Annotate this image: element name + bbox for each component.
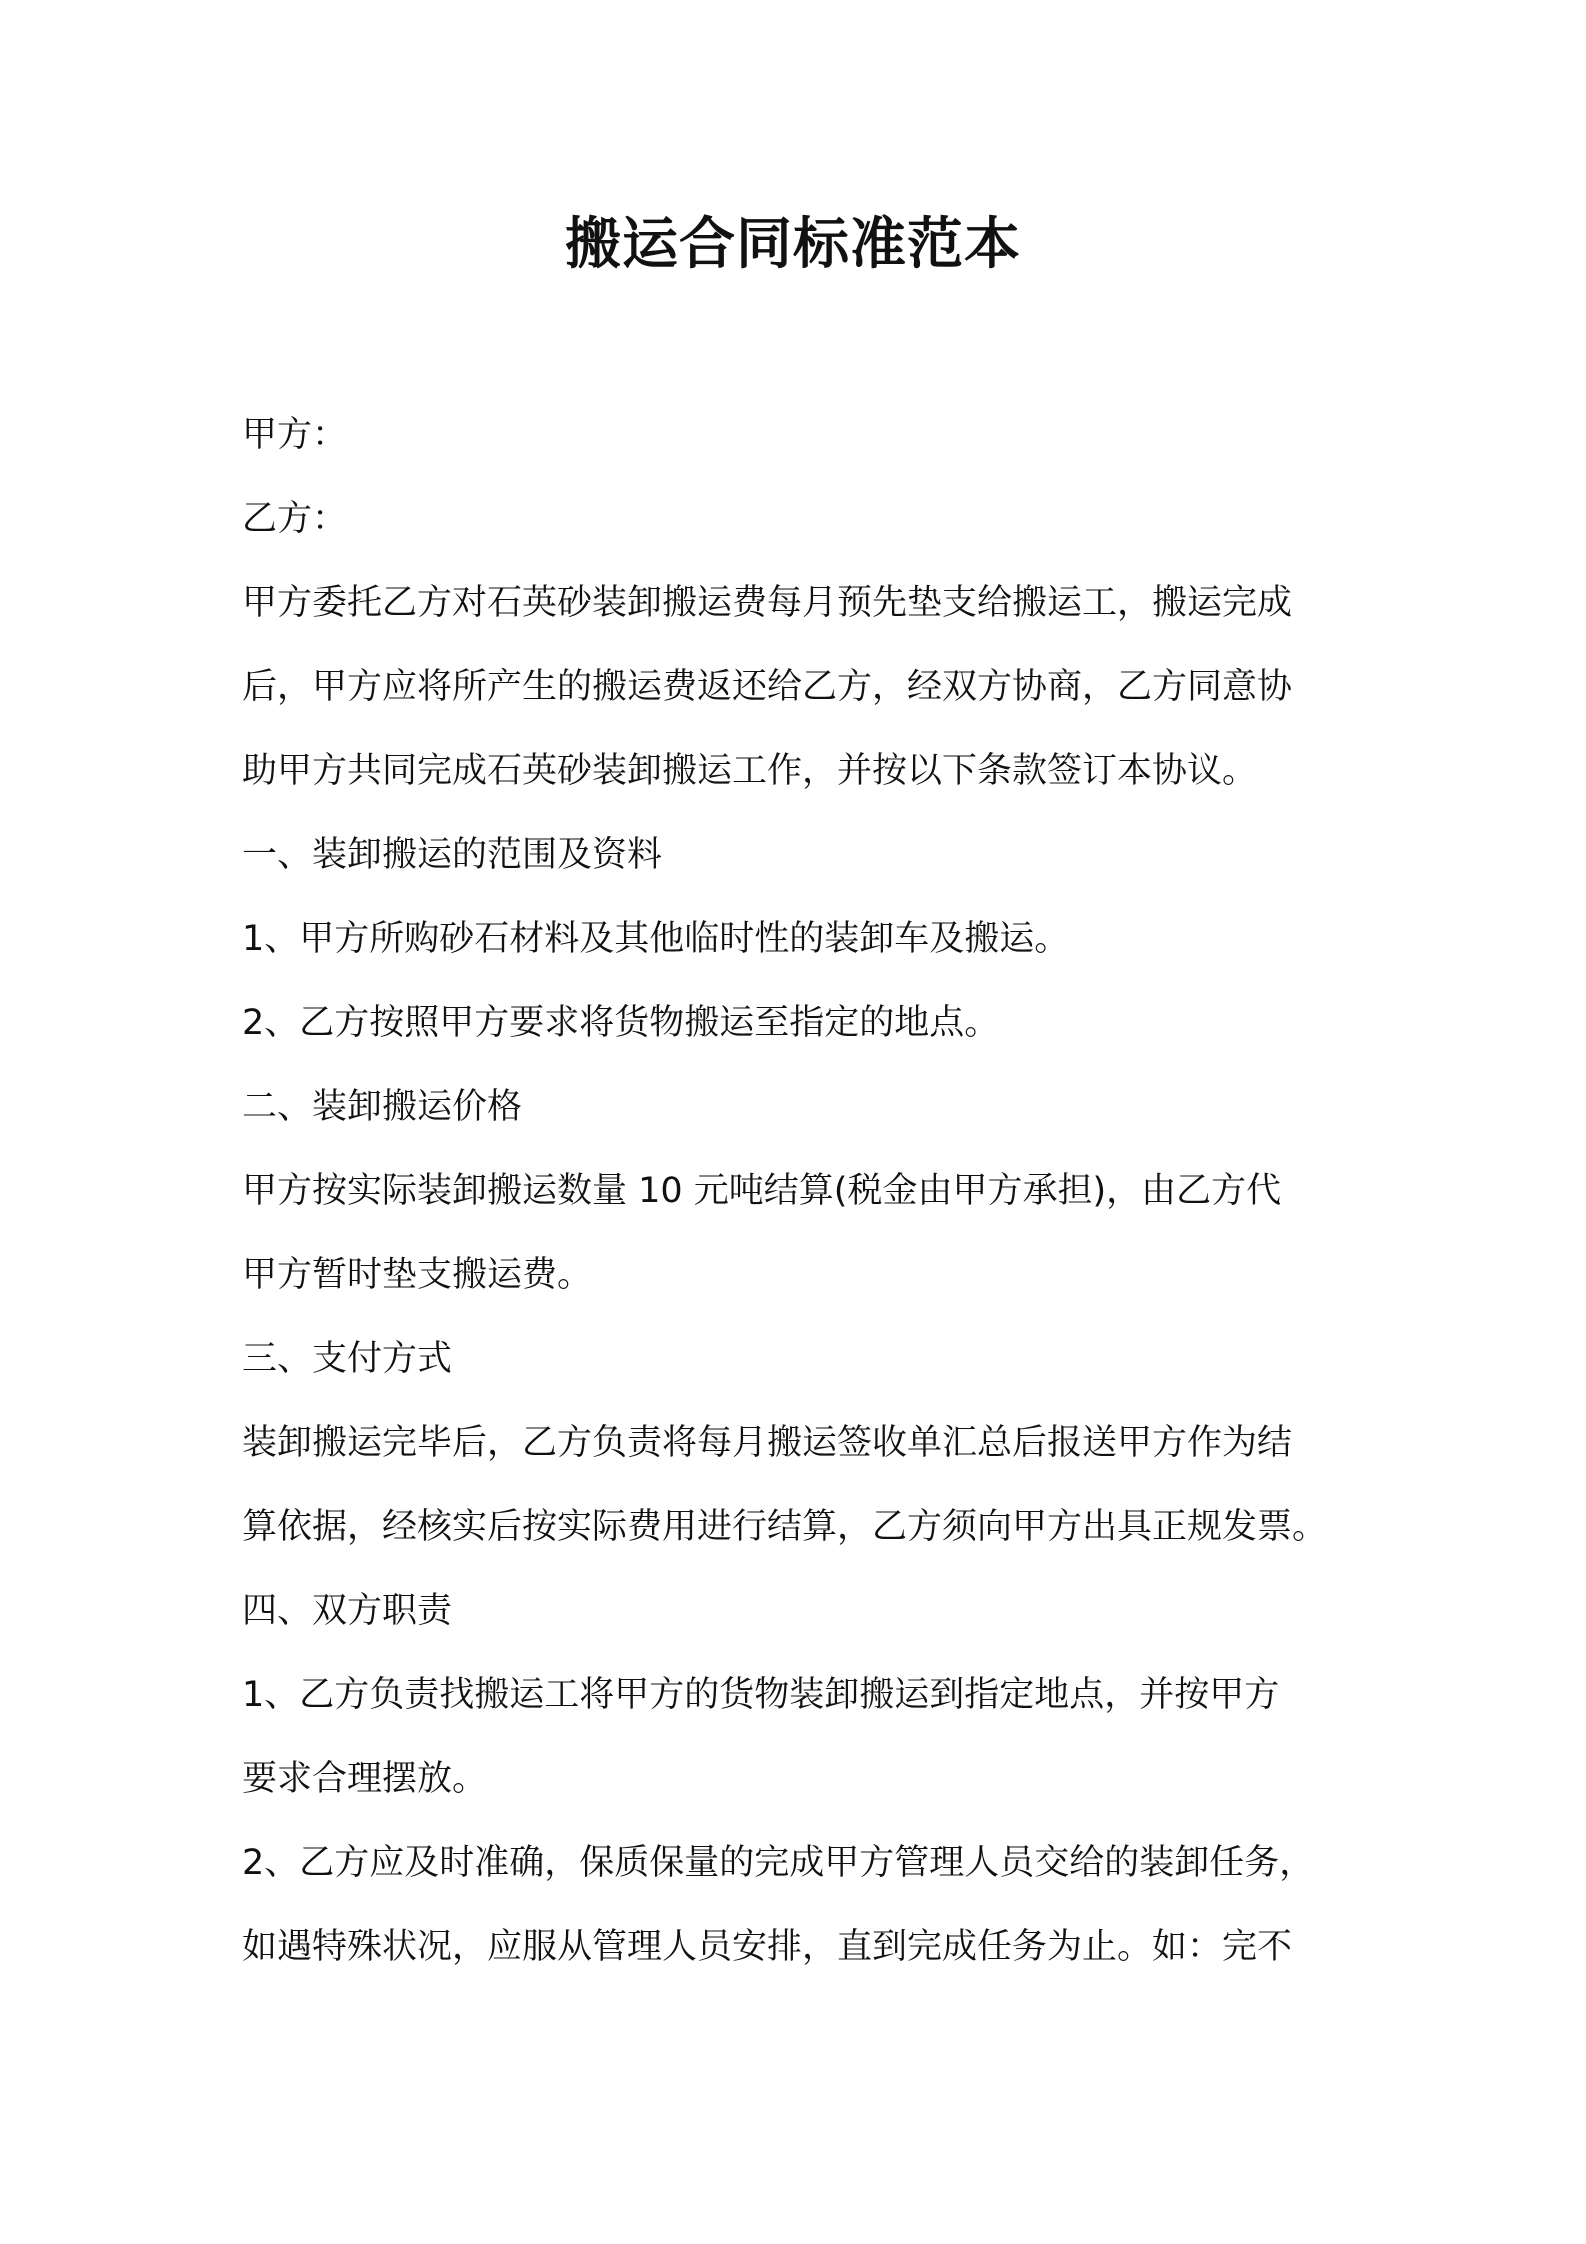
- section-heading: 四、双方职责: [242, 1591, 453, 1631]
- party-b-line: 乙方：: [242, 499, 348, 539]
- document-title: 搬运合同标准范本: [565, 212, 1021, 277]
- document-body: [242, 393, 1362, 1989]
- section-heading: 一、装卸搬运的范围及资料: [242, 835, 663, 875]
- paragraph-line: 装卸搬运完毕后，乙方负责将每月搬运签收单汇总后报送甲方作为结: [242, 1423, 1293, 1463]
- paragraph-line: 如遇特殊状况，应服从管理人员安排，直到完成任务为止。如：完不: [242, 1927, 1293, 1967]
- section-heading: 三、支付方式: [242, 1339, 453, 1379]
- paragraph-line: 甲方暂时垫支搬运费。: [242, 1255, 593, 1295]
- paragraph-line: 算依据，经核实后按实际费用进行结算，乙方须向甲方出具正规发票。: [242, 1507, 1328, 1547]
- paragraph-line: 2、乙方应及时准确，保质保量的完成甲方管理人员交给的装卸任务，: [242, 1843, 1315, 1883]
- paragraph-line: 助甲方共同完成石英砂装卸搬运工作，并按以下条款签订本协议。: [242, 751, 1258, 791]
- party-a-line: 甲方：: [242, 415, 348, 455]
- paragraph-line: 1、甲方所购砂石材料及其他临时性的装卸车及搬运。: [242, 919, 1070, 959]
- paragraph-line: 要求合理摆放。: [242, 1759, 488, 1799]
- paragraph-line: 后，甲方应将所产生的搬运费返还给乙方，经双方协商，乙方同意协: [242, 667, 1293, 707]
- paragraph-line: 1、乙方负责找搬运工将甲方的货物装卸搬运到指定地点，并按甲方: [242, 1675, 1280, 1715]
- paragraph-line: 甲方按实际装卸搬运数量 10 元吨结算(税金由甲方承担)，由乙方代: [242, 1171, 1282, 1211]
- paragraph-line: 2、乙方按照甲方要求将货物搬运至指定的地点。: [242, 1003, 1000, 1043]
- paragraph-line: 甲方委托乙方对石英砂装卸搬运费每月预先垫支给搬运工，搬运完成: [242, 583, 1293, 623]
- section-heading: 二、装卸搬运价格: [242, 1087, 523, 1127]
